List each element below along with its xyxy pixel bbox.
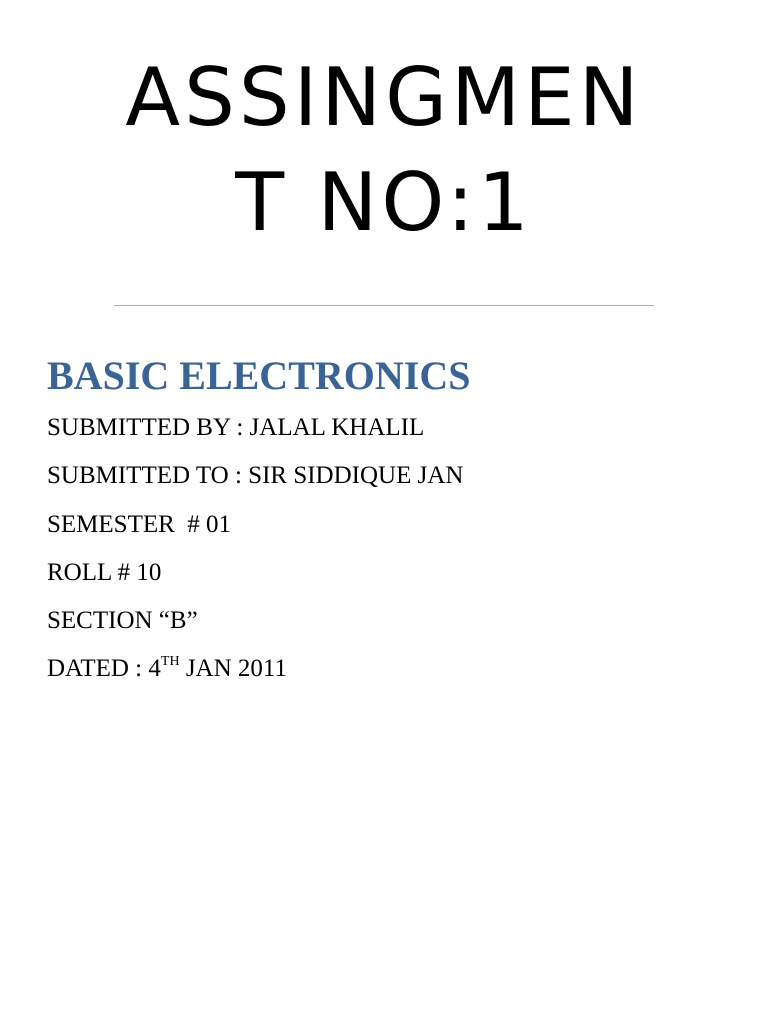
submitted-to-line: SUBMITTED TO : SIR SIDDIQUE JAN [47,462,464,489]
dated-prefix: DATED : 4 [47,655,161,682]
roll-number-line: ROLL # 10 [47,559,162,586]
dated-suffix: JAN 2011 [179,655,287,682]
dated-superscript: TH [160,654,180,669]
semester-line: SEMESTER # 01 [47,511,232,538]
submitted-by-line: SUBMITTED BY : JALAL KHALIL [47,414,425,441]
title-line-2: T NO:1 [235,156,533,249]
horizontal-divider [114,305,654,306]
title-line-1: ASSINGMEN [125,51,643,144]
dated-line [47,656,287,681]
section-line: SECTION “B” [47,607,198,634]
subject-heading: BASIC ELECTRONICS [47,353,471,398]
